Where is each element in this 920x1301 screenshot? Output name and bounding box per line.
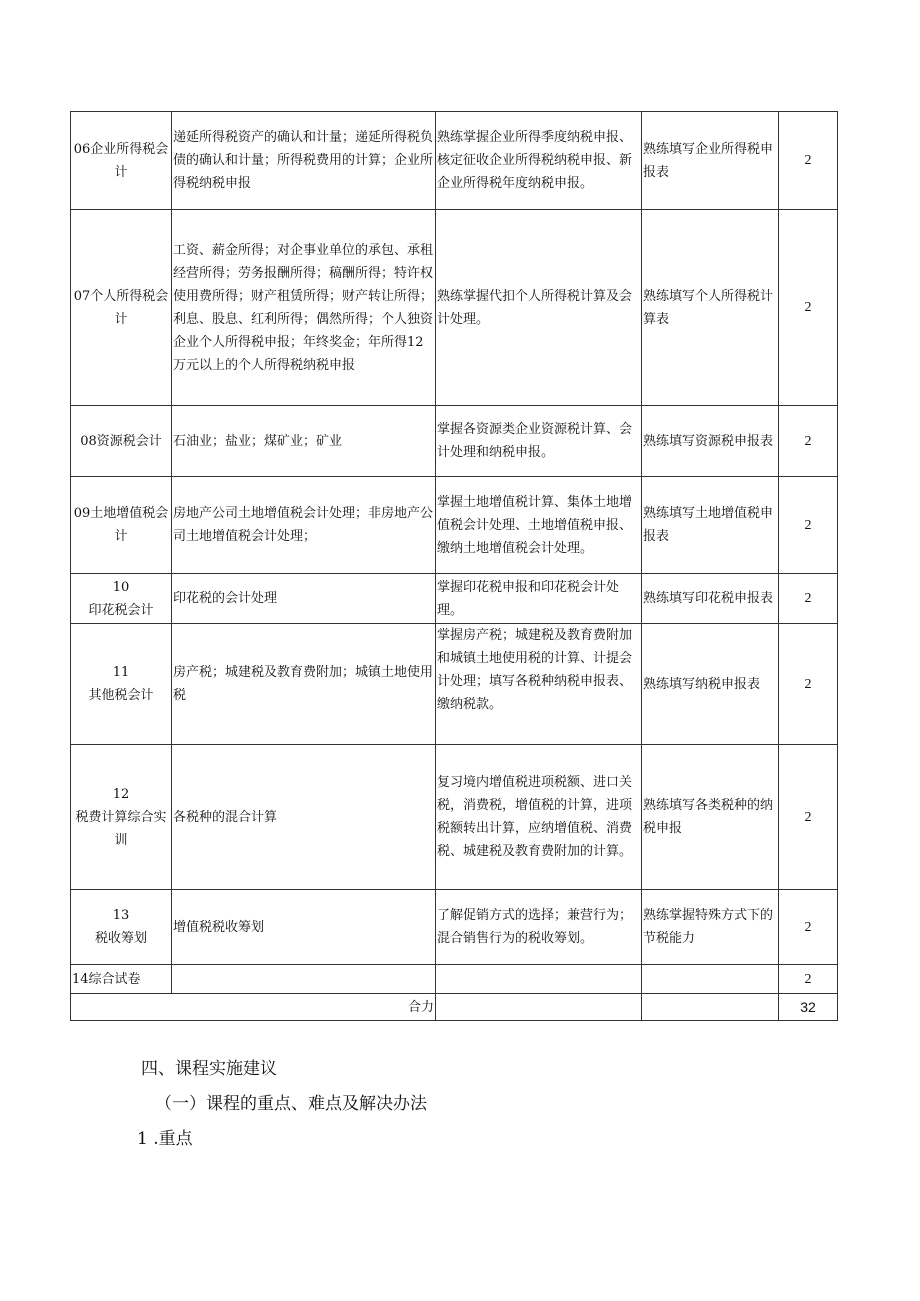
item-heading: 1 .重点 <box>137 1129 193 1149</box>
module-title: 税收筹划 <box>94 931 147 946</box>
total-row <box>71 994 838 1021</box>
module-title: 税费计算综合实训 <box>75 809 167 848</box>
hours-cell: 2 <box>779 890 838 965</box>
table-row <box>71 112 838 210</box>
skill-cell: 熟练填写纳税申报表 <box>642 624 779 745</box>
table-row <box>71 890 838 965</box>
module-name-cell <box>71 890 172 965</box>
knowledge-cell: 熟练掌握代扣个人所得税计算及会计处理。 <box>436 210 642 406</box>
module-title: 其他税会计 <box>88 688 154 703</box>
knowledge-cell: 了解促销方式的选择；兼营行为；混合销售行为的税收筹划。 <box>436 890 642 965</box>
module-number: 11 <box>112 665 130 680</box>
content-cell: 印花税的会计处理 <box>172 574 436 624</box>
skill-cell: 熟练填写资源税申报表 <box>642 406 779 477</box>
table-row <box>71 624 838 745</box>
table-row <box>71 406 838 477</box>
module-name-cell: 09土地增值税会计 <box>71 477 172 574</box>
hours-cell: 2 <box>779 112 838 210</box>
skill-cell: 熟练填写土地增值税申报表 <box>642 477 779 574</box>
content-cell <box>172 965 436 994</box>
knowledge-cell: 熟练掌握企业所得季度纳税申报、核定征收企业所得税纳税申报、新企业所得税年度纳税申报。 <box>436 112 642 210</box>
table-row <box>71 574 838 624</box>
knowledge-cell <box>436 965 642 994</box>
knowledge-cell: 掌握印花税申报和印花税会计处理。 <box>436 574 642 624</box>
content-cell: 增值税税收筹划 <box>172 890 436 965</box>
module-name-cell <box>71 624 172 745</box>
content-cell: 房地产公司土地增值税会计处理；非房地产公司土地增值税会计处理； <box>172 477 436 574</box>
hours-cell: 2 <box>779 477 838 574</box>
content-cell: 工资、薪金所得；对企事业单位的承包、承租经营所得；劳务报酬所得；稿酬所得；特许权使用费所得；财产租赁所得；财产转让所得；利息、股息、红利所得；偶然所得；个人独资企业个人所得税申报；年终奖金；年所得12万元以上的个人所得税纳税申报 <box>172 210 436 406</box>
hours-cell: 2 <box>779 624 838 745</box>
module-number: 10 <box>112 579 130 595</box>
module-name-cell: 07个人所得税会计 <box>71 210 172 406</box>
section-heading: 四、课程实施建议 <box>141 1059 277 1079</box>
hours-cell: 2 <box>779 406 838 477</box>
skill-cell: 熟练掌握特殊方式下的节税能力 <box>642 890 779 965</box>
table-row <box>71 745 838 890</box>
content-cell: 石油业；盐业；煤矿业；矿业 <box>172 406 436 477</box>
hours-cell: 2 <box>779 745 838 890</box>
hours-cell: 2 <box>779 965 838 994</box>
module-name-cell <box>71 574 172 624</box>
subsection-heading: （一）课程的重点、难点及解决办法 <box>155 1094 427 1114</box>
module-number: 12 <box>112 786 130 802</box>
skill-cell: 熟练填写企业所得税申报表 <box>642 112 779 210</box>
content-cell: 房产税；城建税及教育费附加；城镇土地使用税 <box>172 624 436 745</box>
knowledge-cell: 掌握房产税；城建税及教育费附加和城镇土地使用税的计算、计提会计处理；填写各税种纳税申报表、缴纳税款。 <box>436 624 642 745</box>
skill-cell: 熟练填写个人所得税计算表 <box>642 210 779 406</box>
module-name-cell: 14综合试卷 <box>71 965 172 994</box>
module-name-cell: 08资源税会计 <box>71 406 172 477</box>
module-name-cell: 06企业所得税会计 <box>71 112 172 210</box>
knowledge-cell: 掌握土地增值税计算、集体土地增值税会计处理、土地增值税申报、缴纳土地增值税会计处理。 <box>436 477 642 574</box>
total-label: 合力 <box>71 994 436 1021</box>
module-number: 13 <box>112 908 130 923</box>
skill-cell <box>642 965 779 994</box>
skill-cell: 熟练填写印花税申报表 <box>642 574 779 624</box>
course-schedule-table <box>70 111 838 1021</box>
content-cell: 各税种的混合计算 <box>172 745 436 890</box>
empty-cell <box>436 994 642 1021</box>
skill-cell: 熟练填写各类税种的纳税申报 <box>642 745 779 890</box>
total-hours-value: 32 <box>779 994 838 1021</box>
table-row <box>71 965 838 994</box>
empty-cell <box>642 994 779 1021</box>
module-title: 印花税会计 <box>88 602 154 618</box>
hours-cell: 2 <box>779 574 838 624</box>
knowledge-cell: 掌握各资源类企业资源税计算、会计处理和纳税申报。 <box>436 406 642 477</box>
table-row <box>71 210 838 406</box>
table-row <box>71 477 838 574</box>
hours-cell: 2 <box>779 210 838 406</box>
knowledge-cell: 复习境内增值税进项税额、进口关税，消费税，增值税的计算，进项税额转出计算，应纳增值税、消费税、城建税及教育费附加的计算。 <box>436 745 642 890</box>
content-cell: 递延所得税资产的确认和计量；递延所得税负债的确认和计量；所得税费用的计算；企业所得税纳税申报 <box>172 112 436 210</box>
module-name-cell <box>71 745 172 890</box>
